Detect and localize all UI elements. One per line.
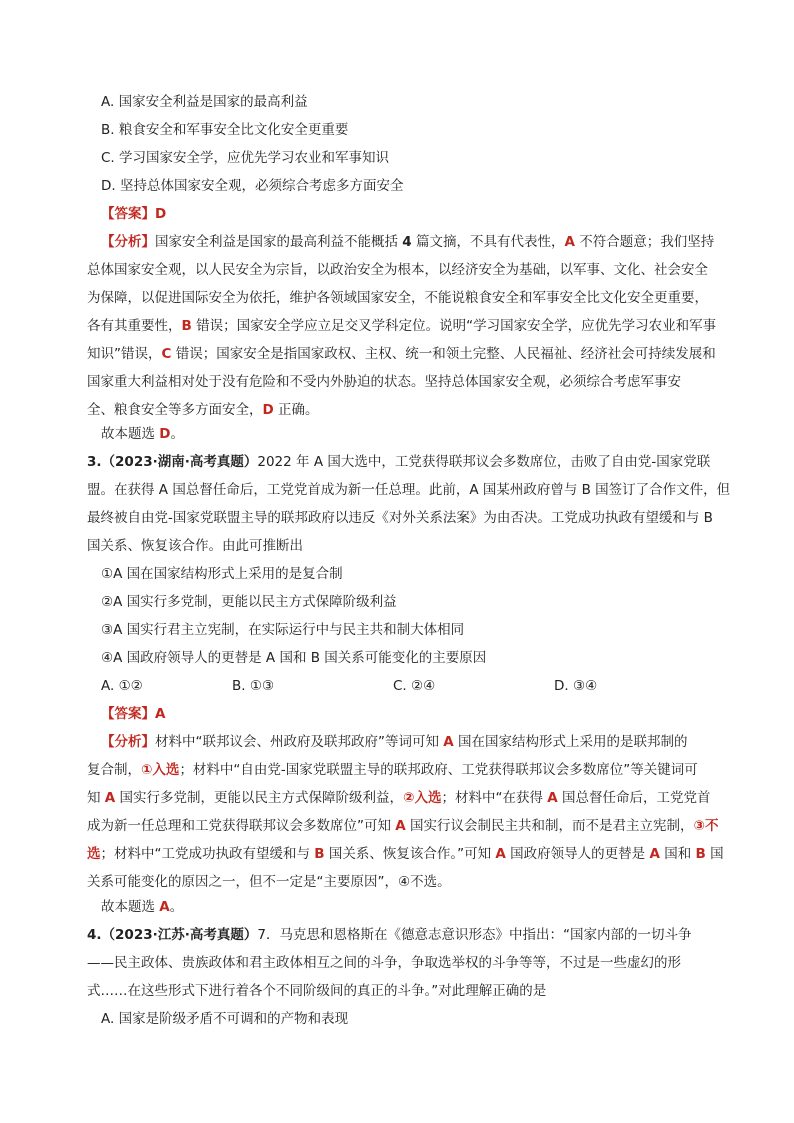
text-segment: ；材料中“自由党-国家党联盟主导的联邦政府、工党获得联邦议会多数席位”等关键词可 xyxy=(179,762,698,778)
text-segment: ；材料中“工党成功执政有望缓和与 xyxy=(100,846,315,862)
q3-choice-a: A. ①② xyxy=(101,678,143,694)
text-segment: 为保障，以促进国际安全为依托，维护各领域国家安全，不能说粮食安全和军事安全比文化安全更重要， xyxy=(87,290,708,306)
analysis-line xyxy=(87,817,718,835)
text-segment: 国总督任命后，工党党首 xyxy=(557,790,711,806)
text-segment: 国政府领导人的更替是 xyxy=(505,846,650,862)
q2-option-d: D. 坚持总体国家安全观，必须综合考虑多方面安全 xyxy=(101,178,404,194)
text-segment: 知识”错误， xyxy=(87,346,162,362)
q3-stem-line: 盟。在获得 A 国总督任命后，工党党首成为新一任总理。此前，A 国某州政府曾与 B 国签订了合作文件，但 xyxy=(87,482,731,498)
highlight-text: A xyxy=(104,790,116,806)
answer-label: 【答案】 xyxy=(101,206,155,222)
highlight-text: A xyxy=(495,846,506,862)
answer-value: A xyxy=(155,706,166,722)
highlight-text: B xyxy=(695,846,706,862)
text-segment: ；材料中“在获得 xyxy=(441,790,548,806)
q4-stem-line: 7．马克思和恩格斯在《德意志意识形态》中指出：“国家内部的一切斗争 xyxy=(257,927,692,943)
q3-stem-line: 国关系、恢复该合作。由此可推断出 xyxy=(87,538,303,554)
text-segment: 错误；国家安全是指国家政权、主权、统一和领土完整、人民福祉、经济社会可持续发展和 xyxy=(171,346,716,362)
q2-answer xyxy=(101,205,166,223)
q3-stem-line: 最终被自由党-国家党联盟主导的联邦政府以违反《对外关系法案》为由否决。工党成功执政有望缓和与 B xyxy=(87,510,713,526)
highlight-text: ②入选 xyxy=(403,790,442,806)
text-segment: 篇文摘，不具有代表性， xyxy=(411,234,565,250)
text-segment: 关系可能变化的原因之一，但不一定是“主要原因”，④不选。 xyxy=(87,874,451,890)
q4-number: 4. xyxy=(87,927,102,943)
q3-item-2: ②A 国实行多党制，更能以民主方式保障阶级利益 xyxy=(101,594,397,610)
text-segment: 全、粮食安全等多方面安全， xyxy=(87,402,263,418)
q3-choice-d: D. ③④ xyxy=(554,678,598,694)
q4-source: （2023·江苏·高考真题） xyxy=(101,927,258,943)
q2-option-a: A. 国家安全利益是国家的最高利益 xyxy=(101,94,308,110)
highlight-text: A xyxy=(395,818,406,834)
highlight-text: A xyxy=(443,734,454,750)
highlight-text: B xyxy=(181,318,192,334)
highlight-text: A xyxy=(547,790,558,806)
highlight-text: ①入选 xyxy=(141,762,180,778)
text-segment: 国家重大利益相对处于没有危险和不受内外胁迫的状态。坚持总体国家安全观，必须综合考虑军事安 xyxy=(87,374,681,390)
highlight-text: A xyxy=(649,846,660,862)
analysis-line xyxy=(87,873,451,891)
analysis-label: 【分析】 xyxy=(101,734,155,750)
text-segment: 成为新一任总理和工党获得联邦议会多数席位”可知 xyxy=(87,818,396,834)
text-segment: 材料中“联邦议会、州政府及联邦政府”等词可知 xyxy=(155,734,444,750)
analysis-label: 【分析】 xyxy=(101,234,155,250)
q3-answer xyxy=(101,705,165,723)
text-segment: 错误；国家安全学应立足交叉学科定位。说明“学习国家安全学，应优先学习农业和军事 xyxy=(191,318,717,334)
analysis-line xyxy=(87,289,708,307)
q4-option-a: A. 国家是阶级矛盾不可调和的产物和表现 xyxy=(101,1011,349,1027)
q4-stem-first-line xyxy=(87,926,691,944)
text-segment: 正确。 xyxy=(273,402,319,418)
text-segment: 各有其重要性， xyxy=(87,318,182,334)
q3-item-3: ③A 国实行君主立宪制，在实际运行中与民主共和制大体相同 xyxy=(101,622,465,638)
text-segment: 国家安全利益是国家的最高利益不能概括 xyxy=(155,234,403,250)
analysis-line xyxy=(87,373,681,391)
highlight-text: D xyxy=(159,426,171,442)
q3-item-1: ①A 国在国家结构形式上采用的是复合制 xyxy=(101,566,343,582)
analysis-line xyxy=(87,789,711,807)
q2-option-b: B. 粮食安全和军事安全比文化安全更重要 xyxy=(101,122,349,138)
q3-number: 3. xyxy=(87,454,102,470)
text-segment: 国实行多党制，更能以民主方式保障阶级利益， xyxy=(115,790,404,806)
q3-conclusion xyxy=(101,898,183,916)
highlight-text: 选 xyxy=(87,846,101,862)
answer-value: D xyxy=(155,206,167,222)
highlight-text: C xyxy=(161,346,172,362)
q3-item-4: ④A 国政府领导人的更替是 A 国和 B 国关系可能变化的主要原因 xyxy=(101,650,487,666)
text-segment: 国在国家结构形式上采用的是联邦制的 xyxy=(453,734,688,750)
highlight-text: ③不 xyxy=(693,818,719,834)
q3-stem-line: 2022 年 A 国大选中，工党获得联邦议会多数席位，击败了自由党-国家党联 xyxy=(257,454,711,470)
text-segment: 4 xyxy=(402,234,412,250)
q3-stem-first-line xyxy=(87,453,710,471)
q3-choice-c: C. ②④ xyxy=(393,678,436,694)
text-segment: 故本题选 xyxy=(101,899,160,915)
analysis-line xyxy=(87,761,698,779)
highlight-text: D xyxy=(262,402,274,418)
q4-stem-line: 式……在这些形式下进行着各个不同阶级间的真正的斗争。”对此理解正确的是 xyxy=(87,983,547,999)
analysis-line xyxy=(87,317,716,335)
highlight-text: A xyxy=(564,234,575,250)
text-segment: 复合制， xyxy=(87,762,141,778)
analysis-line xyxy=(87,845,724,863)
text-segment: 国和 xyxy=(659,846,696,862)
q4-stem-line: ——民主政体、贵族政体和君主政体相互之间的斗争，争取选举权的斗争等等，不过是一些虚幻的形 xyxy=(87,955,681,971)
q3-source: （2023·湖南·高考真题） xyxy=(101,454,258,470)
analysis-line xyxy=(101,233,714,251)
analysis-line xyxy=(87,401,319,419)
highlight-text: A xyxy=(159,899,170,915)
answer-label: 【答案】 xyxy=(101,706,155,722)
text-segment: 不符合题意；我们坚持 xyxy=(574,234,715,250)
text-segment: 总体国家安全观，以人民安全为宗旨，以政治安全为根本，以经济安全为基础，以军事、文化、社会安全 xyxy=(87,262,708,278)
text-segment: 国实行议会制民主共和制，而不是君主立宪制， xyxy=(405,818,694,834)
text-segment: 国关系、恢复该合作。”可知 xyxy=(324,846,496,862)
text-segment: 。 xyxy=(169,899,184,915)
text-segment: 。 xyxy=(170,426,185,442)
analysis-line xyxy=(101,733,688,751)
q2-option-c: C. 学习国家安全学，应优先学习农业和军事知识 xyxy=(101,150,390,166)
analysis-line xyxy=(87,345,716,363)
highlight-text: B xyxy=(314,846,325,862)
text-segment: 故本题选 xyxy=(101,426,160,442)
q3-choice-b: B. ①③ xyxy=(232,678,275,694)
analysis-line xyxy=(87,261,708,279)
text-segment: 知 xyxy=(87,790,105,806)
text-segment: 国 xyxy=(705,846,724,862)
q2-conclusion xyxy=(101,425,184,443)
